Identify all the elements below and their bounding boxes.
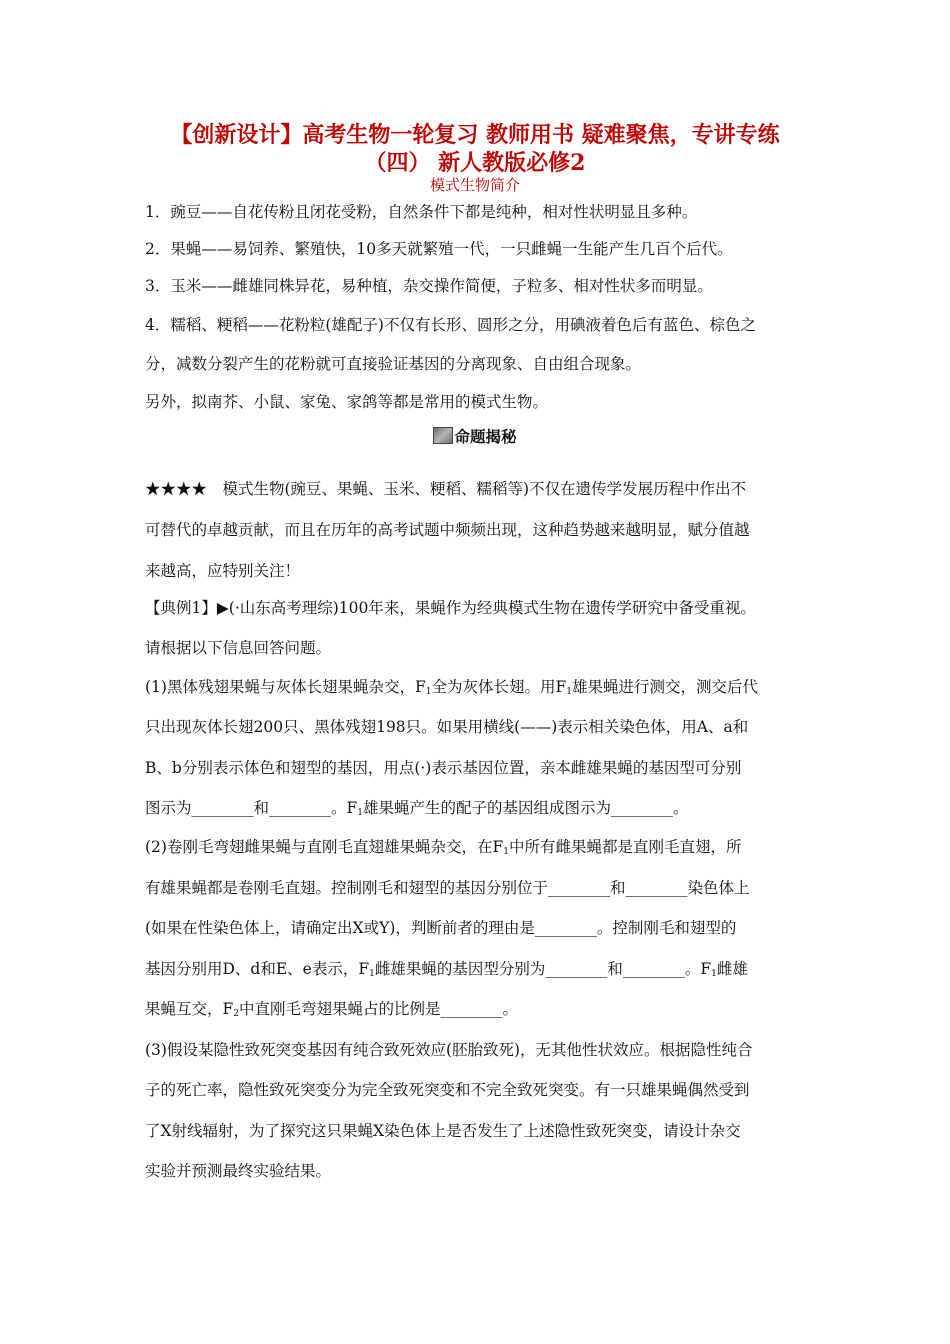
subscript-1: 1: [566, 687, 572, 697]
stars-paragraph-line1: ★★★★ 模式生物(豌豆、果蝇、玉米、粳稻、糯稻等)不仅在遗传学发展历程中作出不: [145, 480, 747, 498]
section-heading: [0, 426, 950, 448]
intro-item-1: 1．豌豆——自花传粉且闭花受粉，自然条件下都是纯种，相对性状明显且多种。: [145, 203, 698, 221]
question-1-line1: [145, 676, 810, 698]
page-title-line2: （四） 新人教版必修2: [364, 150, 586, 176]
question-3-line4: 实验并预测最终实验结果。: [145, 1162, 332, 1180]
subscript-1: 1: [711, 969, 717, 979]
intro-item-3: 3．玉米——雌雄同株异花，易种植，杂交操作简便，子粒多、相对性状多而明显。: [145, 277, 713, 295]
subscript-1: 1: [369, 969, 375, 979]
example-header-line2: 请根据以下信息回答问题。: [145, 639, 332, 657]
q1-text-e: 雄果蝇产生的配子的基因组成图示为________。: [363, 799, 689, 817]
intro-item-4-line2: 分，减数分裂产生的花粉就可直接验证基因的分离现象、自由组合现象。: [145, 355, 642, 373]
question-3-line2: 子的死亡率，隐性致死突变分为完全致死突变和不完全致死突变。有一只雄果蝇偶然受到: [145, 1081, 750, 1099]
q2-text-c: 基因分别用D、d和E、e表示，F: [145, 960, 370, 978]
question-1-line2: 只出现灰体长翅200只、黑体残翅198只。如果用横线(——)表示相关染色体，用A、a和: [145, 718, 749, 736]
stars-paragraph-line3: 来越高，应特别关注！: [145, 562, 301, 580]
q2-text-f: 果蝇互交，F: [145, 1000, 234, 1018]
subscript-1: 1: [357, 808, 363, 818]
question-3-line3: 了X射线辐射，为了探究这只果蝇X染色体上是否发生了上述隐性致死突变，请设计杂交: [145, 1122, 741, 1140]
subscript-1: 1: [425, 687, 432, 697]
question-2-line4: [145, 958, 810, 980]
question-3-line1: (3)假设某隐性致死突变基因有纯合致死效应(胚胎致死)，无其他性状效应。根据隐性纯合: [145, 1041, 753, 1059]
q2-text-a: (2)卷刚毛弯翅雌果蝇与直刚毛直翅雄果蝇杂交，在F: [145, 838, 504, 856]
example-header-line1: 【典例1】▶(·山东高考理综)100年来，果蝇作为经典模式生物在遗传学研究中备受重视。: [145, 599, 756, 617]
stars-paragraph-line2: 可替代的卓越贡献，而且在历年的高考试题中频频出现，这种趋势越来越明显，赋分值越: [145, 521, 750, 539]
question-2-line1: [145, 836, 810, 858]
q2-text-g: 中直刚毛弯翅果蝇占的比例是________。: [239, 1000, 519, 1018]
intro-item-2: 2．果蝇——易饲养、繁殖快，10多天就繁殖一代，一只雌蝇一生能产生几百个后代。: [145, 240, 733, 258]
section-heading-text: 命题揭秘: [454, 428, 517, 446]
q1-text-c: 雄果蝇进行测交，测交后代: [571, 678, 758, 696]
question-2-line3: (如果在性染色体上，请确定出X或Y)，判断前者的理由是________。控制刚毛和翅型的: [145, 919, 737, 937]
intro-note: 另外，拟南芥、小鼠、家兔、家鸽等都是常用的模式生物。: [145, 393, 549, 411]
intro-item-4-line1: 4．糯稻、粳稻——花粉粒(雄配子)不仅有长形、圆形之分，用碘液着色后有蓝色、棕色之: [145, 316, 756, 334]
q1-text-b: 全为灰体长翅。用F: [431, 678, 567, 696]
question-1-line3: B、b分别表示体色和翅型的基因，用点(·)表示基因位置，亲本雌雄果蝇的基因型可分别: [145, 759, 742, 777]
page-title-line1: 【创新设计】高考生物一轮复习 教师用书 疑难聚焦，专讲专练: [170, 122, 780, 148]
question-2-line5: [145, 998, 810, 1020]
q1-text-d: 图示为________和________。F: [145, 799, 358, 817]
question-1-line4: [145, 797, 810, 819]
q2-text-b: 中所有雌果蝇都是直刚毛直翅，所: [508, 838, 742, 856]
question-2-line2: 有雄果蝇都是卷刚毛直翅。控制刚毛和翅型的基因分别位于________和________染色体上: [145, 879, 750, 897]
section-marker-icon: [433, 427, 453, 444]
q2-text-e: 雌雄: [716, 960, 748, 978]
q1-text-a: (1)黑体残翅果蝇与灰体长翅果蝇杂交，F: [145, 678, 426, 696]
subscript-1: 1: [503, 847, 509, 857]
subscript-2: 2: [233, 1009, 239, 1019]
page-subtitle: 模式生物简介: [429, 176, 520, 194]
q2-text-d: 雌雄果蝇的基因型分别为________和________。F: [374, 960, 712, 978]
